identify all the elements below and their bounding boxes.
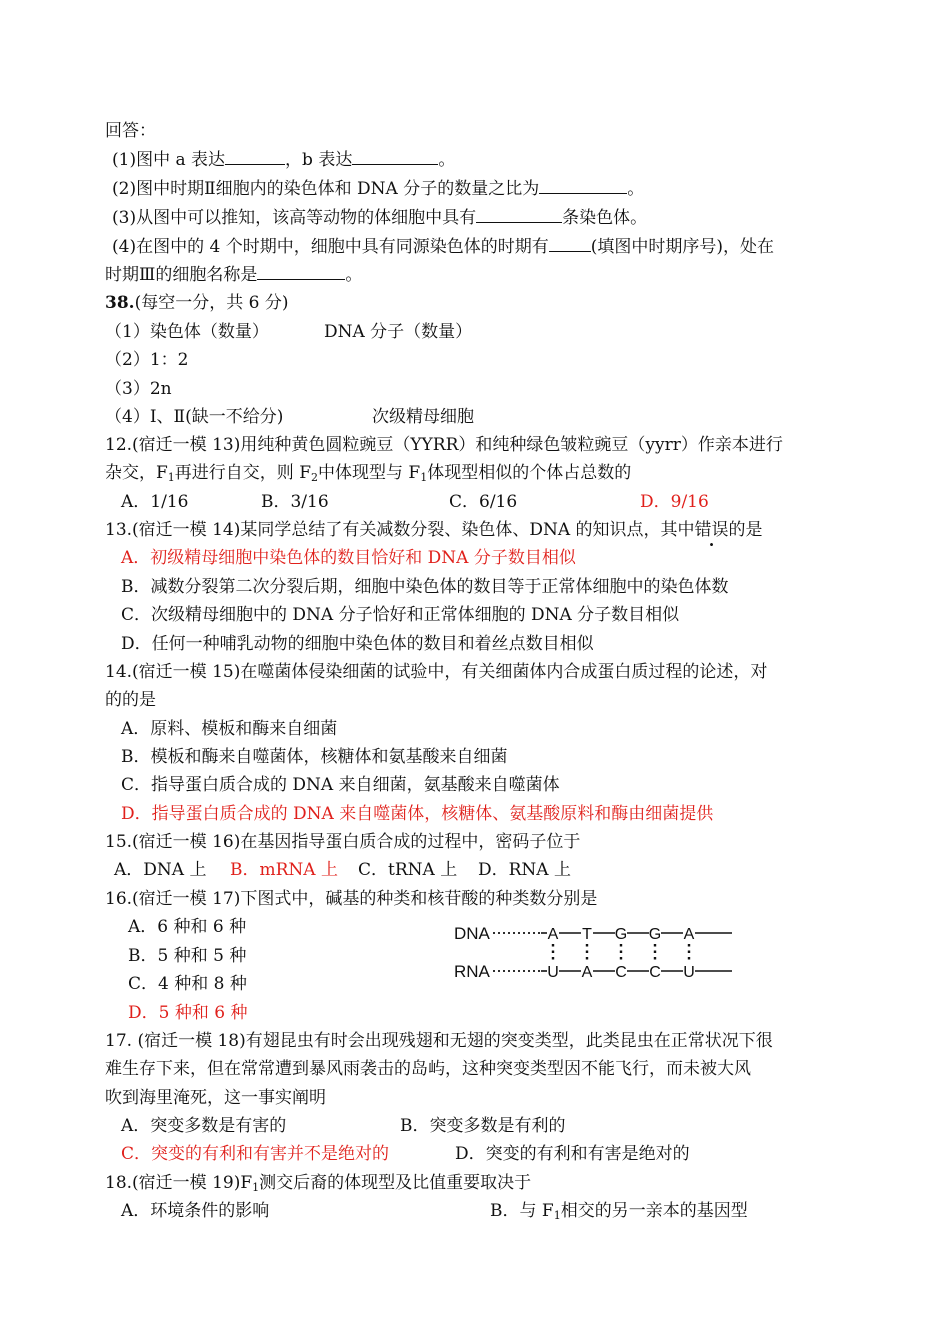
q13-option-b: B．减数分裂第二次分裂后期，细胞中染色体的数目等于正常体细胞中的染色体数 xyxy=(121,577,729,597)
q17-option-b: B．突变多数是有利的 xyxy=(400,1116,566,1136)
rna-base: U xyxy=(683,964,695,981)
q37-part1: (1)图中 a 表达 ，b 表达 。 xyxy=(112,150,456,170)
q17-option-d: D．突变的有利和有害是绝对的 xyxy=(455,1144,690,1164)
q16-option-b: B．5 种和 5 种 xyxy=(128,946,247,966)
q18-option-b: B．与 $F_1$相交的另一亲本的基因型 xyxy=(490,1201,748,1222)
q13-stem: 13.(宿迁一模 14)某同学总结了有关减数分裂、染色体、DNA 的知识点，其中错误的是 xyxy=(105,520,763,540)
q12-option-d-answer: D．9/16 xyxy=(640,492,709,512)
q15-stem: 15.(宿迁一模 16)在基因指导蛋白质合成的过程中，密码子位于 xyxy=(105,832,581,852)
q15-option-a: A．DNA 上 xyxy=(114,860,207,880)
q12-stem-cont: 杂交，$F_1$再进行自交，则 $F_2$中体现型与 $F_1$体现型相似的个体占总数的 xyxy=(105,463,632,484)
q38-answer1b: DNA 分子（数量） xyxy=(324,322,473,342)
q13-option-d: D．任何一种哺乳动物的细胞中染色体的数目和着丝点数目相似 xyxy=(121,634,594,654)
rna-base: U xyxy=(547,964,559,981)
q13-option-a-answer: A．初级精母细胞中染色体的数目恰好和 DNA 分子数目相似 xyxy=(121,548,576,568)
q14-stem-cont: 的的是 xyxy=(105,690,156,710)
q14-option-c: C．指导蛋白质合成的 DNA 来自细菌，氨基酸来自噬菌体 xyxy=(121,775,560,795)
dna-base: A xyxy=(683,926,695,943)
q17-stem-cont2: 吹到海里淹死，这一事实阐明 xyxy=(105,1088,326,1108)
q15-option-d: D．RNA 上 xyxy=(478,860,571,880)
q14-stem: 14.(宿迁一模 15)在噬菌体侵染细菌的试验中，有关细菌体内合成蛋白质过程的论述，对 xyxy=(105,662,768,682)
q14-option-d-answer: D．指导蛋白质合成的 DNA 来自噬菌体，核糖体、氨基酸原料和酶由细菌提供 xyxy=(121,804,714,824)
q17-option-c-answer: C．突变的有利和有害并不是绝对的 xyxy=(121,1144,390,1164)
q13-option-c: C．次级精母细胞中的 DNA 分子恰好和正常体细胞的 DNA 分子数目相似 xyxy=(121,605,680,625)
q18-stem: 18.(宿迁一模 $19)F_1$测交后裔的体现型及比值重要取决于 xyxy=(105,1173,532,1194)
rna-base: A xyxy=(581,964,593,981)
q38-answer2: （2）1：2 xyxy=(105,350,189,370)
q15-option-b-answer: B．mRNA 上 xyxy=(230,860,338,880)
q16-option-d-answer: D．5 种和 6 种 xyxy=(128,1003,248,1023)
q38-answer4b: 次级精母细胞 xyxy=(372,407,474,427)
q12-stem: 12.(宿迁一模 13)用纯种黄色圆粒豌豆（YYRR）和纯种绿色皱粒豌豆（yyrr）作亲本进行 xyxy=(105,435,783,455)
q17-stem: 17. (宿迁一模 18)有翅昆虫有时会出现残翅和无翅的突变类型，此类昆虫在正常状况下很 xyxy=(105,1031,773,1051)
dna-base: A xyxy=(547,926,559,943)
q16-stem: 16.(宿迁一模 17)下图式中，碱基的种类和核苷酸的种类数分别是 xyxy=(105,889,598,909)
q18-option-a: A．环境条件的影响 xyxy=(121,1201,270,1221)
answer-prompt: 回答： xyxy=(105,121,156,141)
q37-part2: (2)图中时期Ⅱ细胞内的染色体和 DNA 分子的数量之比为 。 xyxy=(112,179,645,199)
q17-stem-cont1: 难生存下来，但在常常遭到暴风雨袭击的岛屿，这种突变类型因不能飞行，而未被大风 xyxy=(105,1059,751,1079)
q38-heading: 38.(每空一分，共 6 分) xyxy=(105,293,289,313)
q12-option-c: C．6/16 xyxy=(449,492,518,512)
q16-option-a: A．6 种和 6 种 xyxy=(128,917,247,937)
dna-base: G xyxy=(614,926,628,943)
q14-option-b: B．模板和酶来自噬菌体，核糖体和氨基酸来自细菌 xyxy=(121,747,508,767)
q16-option-c: C．4 种和 8 种 xyxy=(128,974,247,994)
q12-option-b: B．3/16 xyxy=(261,492,329,512)
rna-base: C xyxy=(649,964,661,981)
rna-bases xyxy=(547,964,695,981)
dna-bases xyxy=(548,926,695,943)
q38-answer1: （1）染色体（数量） xyxy=(105,322,269,342)
dna-rna-pairing-diagram xyxy=(448,918,740,986)
rna-strand-label: RNA xyxy=(454,962,490,981)
q38-answer4: （4）Ⅰ、Ⅱ(缺一不给分) xyxy=(105,407,284,427)
dna-base: G xyxy=(648,926,662,943)
rna-base: C xyxy=(615,964,627,981)
q37-part3: (3)从图中可以推知，该高等动物的体细胞中具有 条染色体。 xyxy=(112,208,648,228)
q12-option-a: A．1/16 xyxy=(121,492,189,512)
q15-option-c: C．tRNA 上 xyxy=(358,860,458,880)
dna-base: T xyxy=(582,926,592,943)
q37-part4-cont: 时期Ⅲ的细胞名称是 。 xyxy=(105,265,363,285)
q37-part4: (4)在图中的 4 个时期中，细胞中具有同源染色体的时期有 (填图中时期序号)，处在 xyxy=(112,237,774,257)
q14-option-a: A．原料、模板和酶来自细菌 xyxy=(121,719,338,739)
q17-option-a: A．突变多数是有害的 xyxy=(121,1116,287,1136)
q38-answer3: （3）2n xyxy=(105,379,172,399)
dna-strand-label: DNA xyxy=(454,924,490,943)
